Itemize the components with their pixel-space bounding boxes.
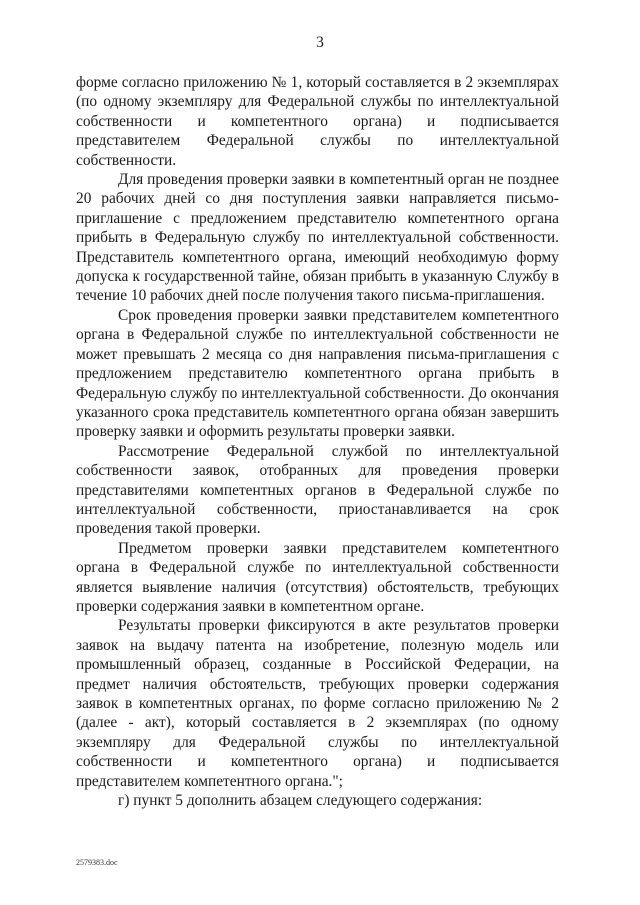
paragraph-1: форме согласно приложению № 1, который составляется в 2 экземплярах (по одному экземпляру для Федеральной службы по интеллектуальной собственности и компетентного органа) и подписывается представителем Федеральной службы по интеллектуальной собственности. bbox=[76, 74, 559, 169]
document-filename: 2579383.doc bbox=[76, 858, 118, 867]
paragraph-3: Срок проведения проверки заявки представителем компетентного органа в Федеральной службе по интеллектуальной собственности не может превышать 2 месяца со дня направления письма-приглашения с предложением представителю компетентного органа прибыть в Федеральную службу по интеллектуальной собственности. До окончания указанного срока представитель компетентного органа обязан завершить проверку заявки и оформить результаты проверки заявки. bbox=[76, 306, 559, 441]
paragraph-5: Предметом проверки заявки представителем компетентного органа в Федеральной службе по интеллектуальной собственности является выявление наличия (отсутствия) обстоятельств, требующих проверки содержания заявки в компетентном органе. bbox=[76, 539, 559, 615]
paragraph-7: г) пункт 5 дополнить абзацем следующего содержания: bbox=[118, 792, 483, 810]
document-body bbox=[76, 73, 559, 810]
paragraph-6: Результаты проверки фиксируются в акте результатов проверки заявок на выдачу патента на изобретение, полезную модель или промышленный образец, созданные в Российской Федерации, на предмет наличия обстоятельств, требующих проверки содержания заявок в компетентных органах, по форме согласно приложению № 2 (далее - акт), который составляется в 2 экземплярах (по одному экземпляру для Федеральной службы по интеллектуальной собственности и компетентного органа) и подписывается представителем компетентного органа."; bbox=[76, 617, 559, 790]
paragraph-2: Для проведения проверки заявки в компетентный орган не позднее 20 рабочих дней со дня поступления заявки направляется письмо-приглашение с предложением представителю компетентного органа прибыть в Федеральную службу по интеллектуальной собственности. Представитель компетентного органа, имеющий необходимую форму допуска к государственной тайне, обязан прибыть в указанную Службу в течение 10 рабочих дней после получения такого письма-приглашения. bbox=[76, 171, 559, 305]
page-number: 3 bbox=[316, 34, 324, 51]
paragraph-4: Рассмотрение Федеральной службой по интеллектуальной собственности заявок, отобранных для проведения проверки представителями компетентных органов в Федеральной службе по интеллектуальной собственности, приостанавливается на срок проведения такой проверки. bbox=[76, 442, 559, 538]
